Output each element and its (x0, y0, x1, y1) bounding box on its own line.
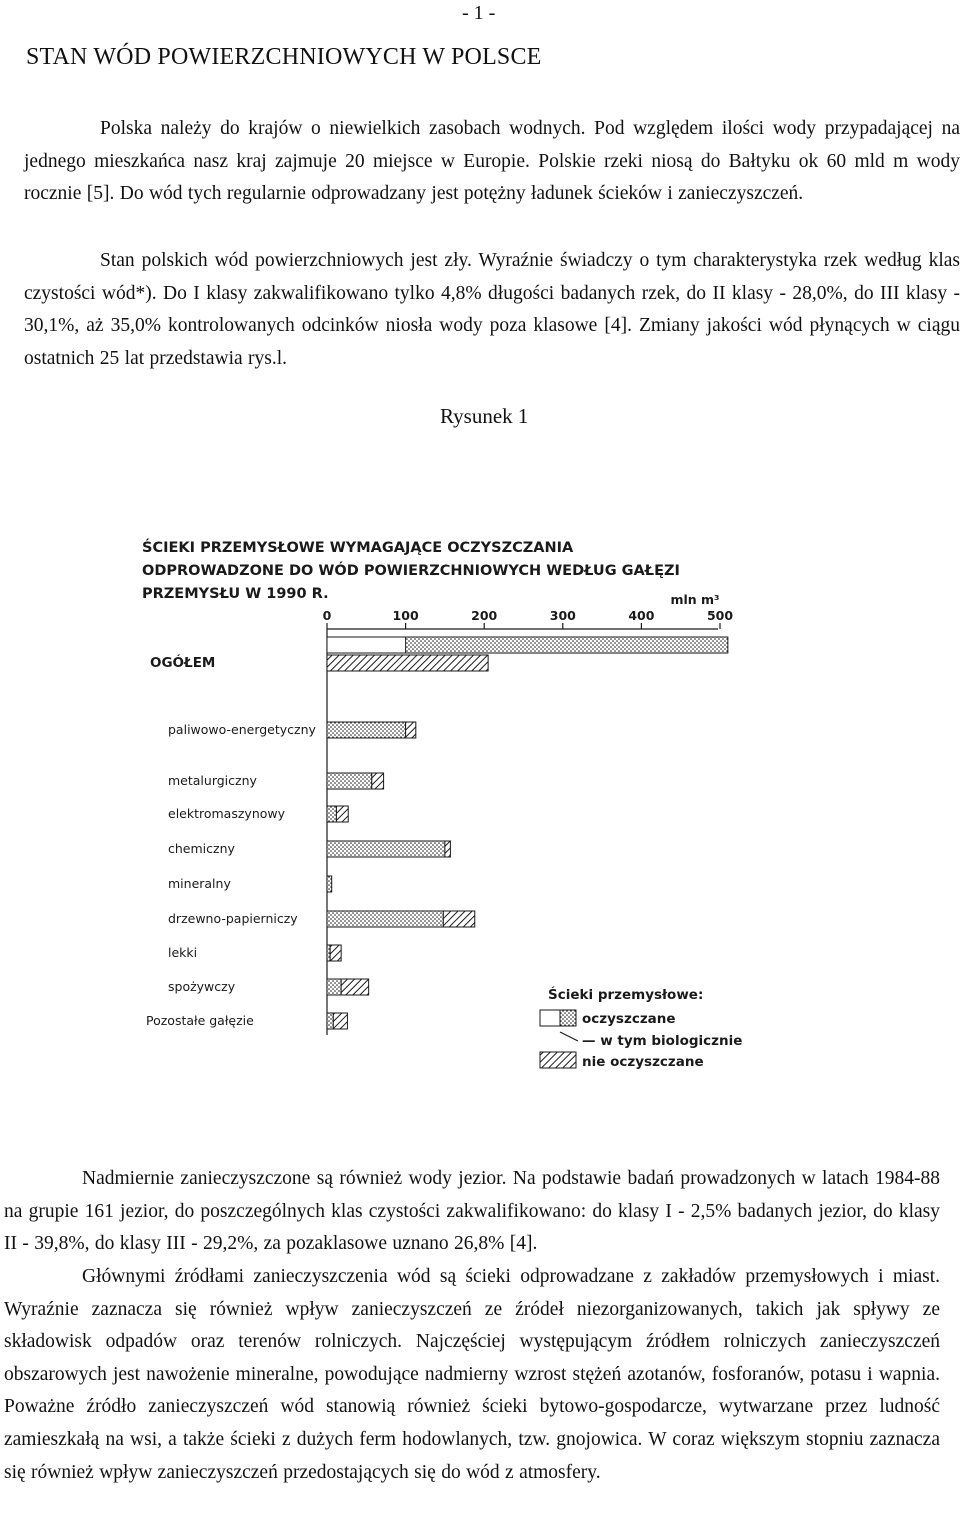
chart-category-label: drzewno-papierniczy (168, 911, 298, 926)
chart-bar-untreated (372, 773, 384, 789)
page-title: STAN WÓD POWIERZCHNIOWYCH W POLSCE (26, 44, 542, 70)
paragraph-river-quality: Stan polskich wód powierzchniowych jest zły. Wyraźnie świadczy o tym charakterystyka rzek według klas czystości wód*). Do I klasy zakwalifikowano tylko 4,8% długości badanych rzek, do II klasy - 28,0%, do III klasy - 30,1%, aż 35,0% kontrolowanych odcinków niosła wody poza klasowe [4]. Zmiany jakości wód płynących w ciągu ostatnich 25 lat przedstawia rys.l. (24, 250, 960, 369)
chart-title-line: PRZEMYSŁU W 1990 R. (142, 586, 329, 602)
chart-category-label: Pozostałe gałęzie (146, 1013, 254, 1028)
chart-bar-untreated (445, 841, 451, 857)
chart-bar-treated (327, 1013, 333, 1029)
chart-bar-treated (327, 773, 372, 789)
chart-category-label: elektromaszynowy (168, 806, 286, 821)
chart-svg (130, 510, 743, 1110)
chart-bar-untreated (327, 655, 488, 671)
chart-category-label: spożywczy (168, 979, 236, 994)
chart-tick-label: 300 (549, 608, 576, 623)
chart-bar-untreated (443, 911, 474, 927)
chart-legend-label-biological: — w tym biologicznie (582, 1033, 743, 1049)
chart-bar-untreated (341, 979, 369, 995)
paragraph-pollution-sources: Głównymi źródłami zanieczyszczenia wód są ścieki odprowadzane z zakładów przemysłowych i miast. Wyraźnie zaznacza się również wpływ zanieczyszczeń ze źródeł niezorganizowanych, takich jak spływy ze składowisk odpadów oraz terenów rolniczych. Najczęściej występującym źródłem rolniczych zanieczyszczeń obszarowych jest nawożenie mineralne, powodujące nadmierny wzrost stężeń azotanów, fosforanów, potasu i wapnia. Poważne źródło zanieczyszczeń wód stanowią również ścieki bytowo-gospodarcze, wytwarzane przez ludność zamieszkałą na wsi, a także ścieki z dużych ferm hodowlanych, tzw. gnojowica. W coraz większym stopniu zaznacza się również wpływ zanieczyszczeń przedostających się do wód z atmosfery. (4, 1266, 940, 1483)
chart-legend-label-untreated: nie oczyszczane (582, 1054, 704, 1070)
chart-tick-label: 500 (706, 608, 734, 623)
chart-category-label: mineralny (168, 876, 231, 891)
chart-category-label: OGÓŁEM (150, 655, 216, 671)
chart-tick-label: 400 (628, 608, 655, 623)
chart-legend-pointer (560, 1032, 578, 1041)
chart-bar-treated (327, 841, 445, 857)
figure-chart (130, 510, 743, 1115)
page-number: - 1 - (462, 2, 496, 24)
chart-bar-treated (327, 806, 336, 822)
chart-bar-biological (327, 637, 406, 653)
chart-category-label: metalurgiczny (168, 773, 257, 788)
chart-legend-label-treated: oczyszczane (582, 1011, 676, 1027)
chart-bar-untreated (336, 806, 348, 822)
figure-caption: Rysunek 1 (440, 404, 529, 428)
chart-category-label: lekki (168, 945, 198, 960)
chart-bar-untreated (330, 945, 341, 961)
chart-bar-untreated (333, 1013, 347, 1029)
chart-bar-treated (327, 911, 443, 927)
chart-tick-label: 0 (322, 608, 332, 623)
chart-bar-treated (327, 979, 341, 995)
chart-tick-label: 200 (471, 608, 498, 623)
chart-tick-label: 100 (392, 608, 419, 623)
chart-title-line: ŚCIEKI PRZEMYSŁOWE WYMAGAJĄCE OCZYSZCZANIA (142, 540, 574, 556)
chart-title-line: ODPROWADZONE DO WÓD POWIERZCHNIOWYCH WEDŁUG GAŁĘZI (142, 563, 680, 579)
chart-unit-label: mln m³ (670, 592, 720, 607)
paragraph-lakes: Nadmiernie zanieczyszczone są również wody jezior. Na podstawie badań prowadzonych w latach 1984-88 na grupie 161 jezior, do poszczególnych klas czystości zakwalifikowano: do klasy I - 2,5% badanych jezior, do klasy II - 39,8%, do klasy III - 29,2%, za pozaklasowe uznano 26,8% [4]. (4, 1168, 940, 1255)
chart-legend-title: Ścieki przemysłowe: (548, 987, 704, 1003)
chart-bar-treated (327, 722, 406, 738)
paragraph-intro: Polska należy do krajów o niewielkich zasobach wodnych. Pod względem ilości wody przypadającej na jednego mieszkańca nasz kraj zajmuje 20 miejsce w Europie. Polskie rzeki niosą do Bałtyku ok 60 mld m wody rocznie [5]. Do wód tych regularnie odprowadzany jest potężny ładunek ścieków i zanieczyszczeń. (24, 118, 960, 205)
chart-category-label: paliwowo-energetyczny (168, 722, 316, 737)
chart-category-label: chemiczny (168, 841, 235, 856)
chart-bar-untreated (406, 722, 416, 738)
chart-bar-treated (327, 876, 332, 892)
chart-legend-swatch-untreated (540, 1052, 576, 1068)
chart-legend-swatch-treated (560, 1010, 576, 1026)
